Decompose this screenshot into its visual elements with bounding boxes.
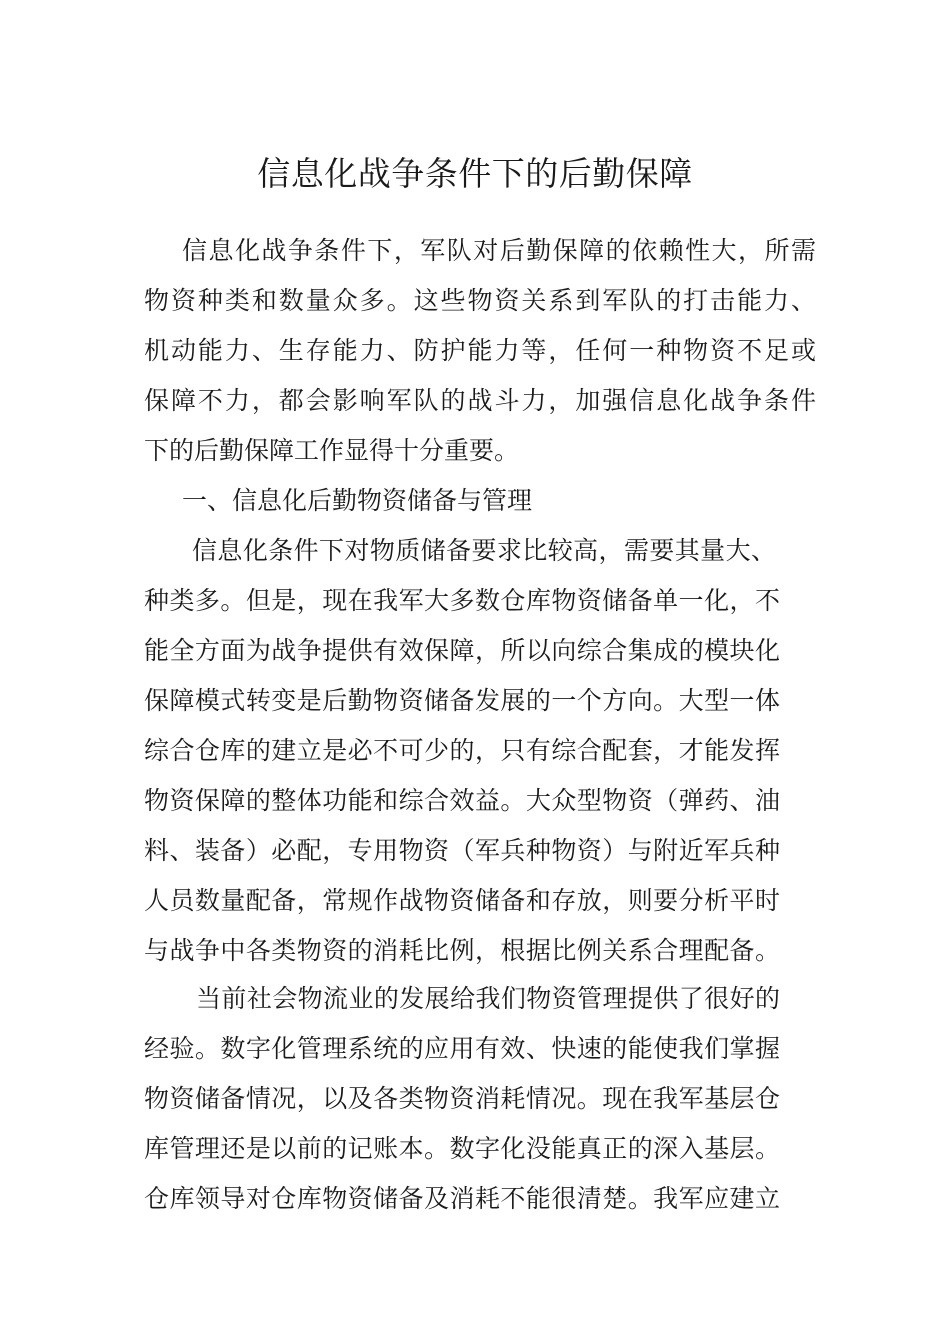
paragraph-line: 人员数量配备，常规作战物资储备和存放，则要分析平时 bbox=[144, 886, 780, 915]
paragraph-line: 种类多。但是，现在我军大多数仓库物资储备单一化，不 bbox=[144, 586, 780, 615]
paragraph-line: 物资种类和数量众多。这些物资关系到军队的打击能力、 bbox=[144, 286, 816, 315]
paragraph-line: 库管理还是以前的记账本。数字化没能真正的深入基层。 bbox=[144, 1134, 780, 1163]
paragraph-line: 仓库领导对仓库物资储备及消耗不能很清楚。我军应建立 bbox=[144, 1184, 780, 1213]
paragraph-line: 料、装备）必配，专用物资（军兵种物资）与附近军兵种 bbox=[144, 836, 780, 865]
paragraph-line: 下的后勤保障工作显得十分重要。 bbox=[144, 436, 520, 465]
paragraph-line: 能全方面为战争提供有效保障，所以向综合集成的模块化 bbox=[144, 636, 780, 665]
document-title: 信息化战争条件下的后勤保障 bbox=[257, 154, 693, 194]
paragraph-management bbox=[144, 974, 816, 1224]
paragraph-line: 保障不力，都会影响军队的战斗力，加强信息化战争条件 bbox=[144, 386, 816, 415]
paragraph-line: 物资储备情况，以及各类物资消耗情况。现在我军基层仓 bbox=[144, 1084, 780, 1113]
section-heading-text: 一、信息化后勤物资储备与管理 bbox=[182, 486, 533, 515]
paragraph-line: 与战争中各类物资的消耗比例，根据比例关系合理配备。 bbox=[144, 936, 780, 965]
paragraph-line: 保障模式转变是后勤物资储备发展的一个方向。大型一体 bbox=[144, 686, 780, 715]
paragraph-line: 信息化战争条件下，军队对后勤保障的依赖性大，所需 bbox=[182, 236, 816, 265]
paragraph-line: 综合仓库的建立是必不可少的，只有综合配套，才能发挥 bbox=[144, 736, 780, 765]
paragraph-line: 经验。数字化管理系统的应用有效、快速的能使我们掌握 bbox=[144, 1034, 780, 1063]
section-heading bbox=[144, 476, 816, 526]
paragraph-line: 信息化条件下对物质储备要求比较高，需要其量大、 bbox=[192, 536, 776, 565]
paragraph-intro bbox=[144, 226, 816, 476]
paragraph-line: 当前社会物流业的发展给我们物资管理提供了很好的 bbox=[196, 984, 780, 1013]
paragraph-line: 物资保障的整体功能和综合效益。大众型物资（弹药、油 bbox=[144, 786, 780, 815]
paragraph-line: 机动能力、生存能力、防护能力等，任何一种物资不足或 bbox=[144, 336, 816, 365]
paragraph-storage bbox=[144, 526, 816, 976]
